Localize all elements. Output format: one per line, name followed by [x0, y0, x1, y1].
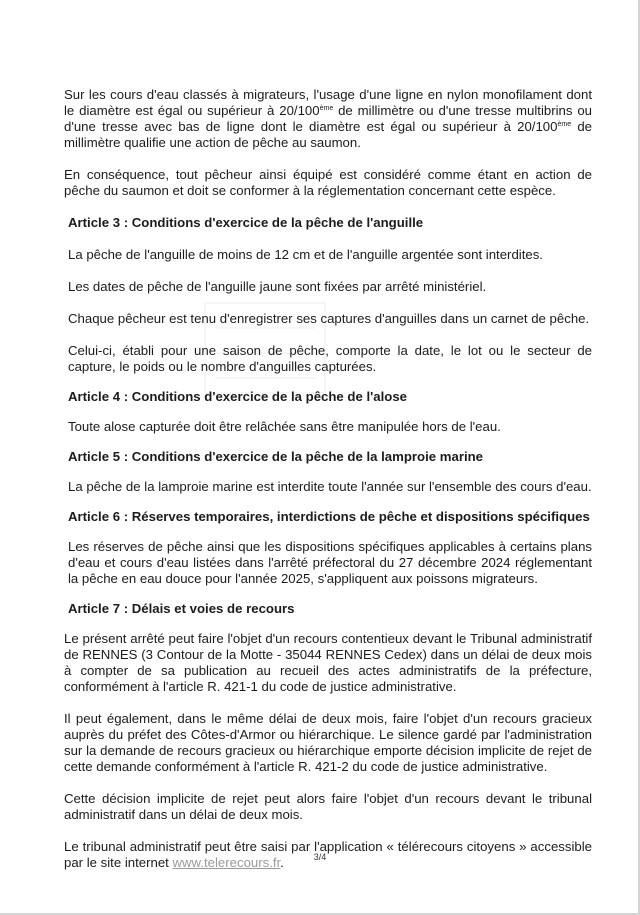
article-7-paragraph-4: Le tribunal administratif peut être saisi par l'application « télérecours citoyens » accessible par le site internet www.telerecours.fr.: [64, 839, 592, 870]
article-5-title: Article 5 : Conditions d'exercice de la pêche de la lamproie marine: [68, 449, 484, 464]
article-3-paragraph-2: Les dates de pêche de l'anguille jaune sont fixées par arrêté ministériel.: [68, 279, 487, 294]
article-4-paragraph-1: Toute alose capturée doit être relâchée sans être manipulée hors de l'eau.: [68, 419, 501, 434]
article-7-paragraph-1: Le présent arrêté peut faire l'objet d'un recours contentieux devant le Tribunal administratif de RENNES (3 Contour de la Motte - 35044 RENNES Cedex) dans un délai de deux mois à compter de sa publication au recueil des actes administratifs de la préfecture, conformément à l'article R. 421-1 du code de justice administrative.: [64, 631, 592, 694]
telerecours-link[interactable]: www.telerecours.fr: [172, 855, 281, 870]
intro-paragraph-2: En conséquence, tout pêcheur ainsi équipé est considéré comme étant en action de pêche du saumon et doit se conformer à la réglementation concernant cette espèce.: [64, 167, 592, 198]
page-number: 3/4: [313, 852, 327, 862]
article-6-title: Article 6 : Réserves temporaires, interdictions de pêche et dispositions spécifiques: [68, 509, 590, 524]
article-3-title: Article 3 : Conditions d'exercice de la pêche de l'anguille: [68, 215, 424, 230]
article-5-paragraph-1: La pêche de la lamproie marine est interdite toute l'année sur l'ensemble des cours d'eau.: [68, 479, 592, 494]
intro-paragraph-1: Sur les cours d'eau classés à migrateurs, l'usage d'une ligne en nylon monofilament dont le diamètre est égal ou supérieur à 20/100ème de millimètre ou d'une tresse multibrins ou d'une tresse avec bas de ligne dont le diamètre est égal ou supérieur à 20/100ème de millimètre qualifie une action de pêche au saumon.: [64, 87, 593, 150]
document-body: [64, 87, 592, 871]
article-7-title: Article 7 : Délais et voies de recours: [68, 601, 295, 616]
article-3-paragraph-3: Chaque pêcheur est tenu d'enregistrer ses captures d'anguilles dans un carnet de pêche.: [68, 311, 590, 326]
article-3-paragraph-1: La pêche de l'anguille de moins de 12 cm et de l'anguille argentée sont interdites.: [68, 247, 543, 262]
article-6-paragraph-1: Les réserves de pêche ainsi que les dispositions spécifiques applicables à certains plans d'eau et cours d'eau listées dans l'arrêté préfectoral du 27 décembre 2024 réglementant la pêche en eau douce pour l'année 2025, s'appliquent aux poissons migrateurs.: [68, 539, 592, 586]
article-7-paragraph-3: Cette décision implicite de rejet peut alors faire l'objet d'un recours devant le tribunal administratif dans un délai de deux mois.: [64, 791, 592, 822]
article-7-paragraph-2: Il peut également, dans le même délai de deux mois, faire l'objet d'un recours gracieux auprès du préfet des Côtes-d'Armor ou hiérarchique. Le silence gardé par l'administration sur la demande de recours gracieux ou hiérarchique emporte décision implicite de rejet de cette demande conformément à l'article R. 421-2 du code de justice administrative.: [64, 711, 592, 774]
article-3-paragraph-4: Celui-ci, établi pour une saison de pêche, comporte la date, le lot ou le secteur de capture, le poids ou le nombre d'anguilles capturées.: [68, 343, 592, 374]
article-4-title: Article 4 : Conditions d'exercice de la pêche de l'alose: [68, 389, 408, 404]
